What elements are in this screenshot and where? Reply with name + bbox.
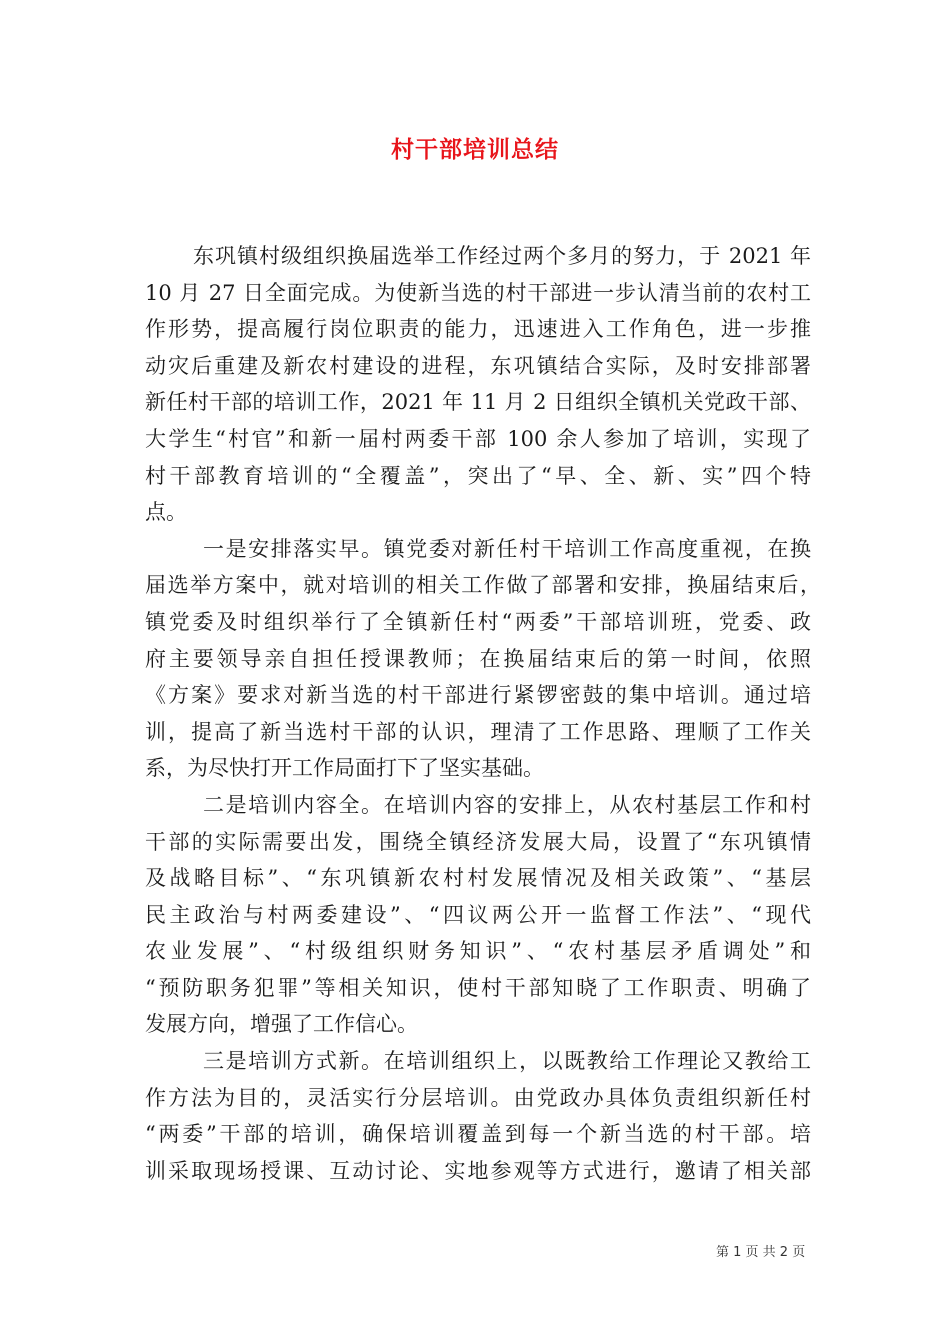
text-line: 系，为尽快打开工作局面打下了坚实基础。: [145, 756, 544, 781]
text-line: 农业发展”、“村级组织财务知识”、“农村基层矛盾调处”和: [145, 939, 811, 964]
text-line: 点。: [145, 500, 187, 525]
text-line: “两委”干部的培训，确保培训覆盖到每一个新当选的村干部。培: [145, 1122, 811, 1147]
text-line: 及战略目标”、“东巩镇新农村村发展情况及相关政策”、“基层: [145, 866, 811, 891]
paragraph-point-2: [145, 787, 811, 1043]
text-line: 东巩镇村级组织换届选举工作经过两个多月的努力，于 2021 年: [193, 244, 811, 268]
text-line: 干部的实际需要出发，围绕全镇经济发展大局，设置了“东巩镇情: [145, 829, 811, 854]
text-line: 大学生“村官”和新一届村两委干部 100 余人参加了培训，实现了: [145, 426, 811, 451]
text-line: 训采取现场授课、互动讨论、实地参观等方式进行，邀请了相关部: [145, 1158, 811, 1183]
text-line: 届选举方案中，就对培训的相关工作做了部署和安排，换届结束后，: [145, 573, 821, 598]
page-indicator: 第 1 页 共 2 页: [716, 1245, 806, 1260]
text-line: 三是培训方式新。在培训组织上，以既教给工作理论又教给工: [203, 1049, 811, 1074]
document-title: 村干部培训总结: [391, 137, 559, 163]
text-line: 村干部教育培训的“全覆盖”，突出了“早、全、新、实”四个特: [145, 463, 811, 488]
text-line: 镇党委及时组织举行了全镇新任村“两委”干部培训班，党委、政: [145, 609, 811, 634]
text-line: 10 月 27 日全面完成。为使新当选的村干部进一步认清当前的农村工: [145, 280, 811, 305]
text-line: 二是培训内容全。在培训内容的安排上，从农村基层工作和村: [203, 792, 811, 817]
text-line: 府主要领导亲自担任授课教师；在换届结束后的第一时间，依照: [145, 646, 811, 671]
paragraph-point-1: [145, 531, 821, 787]
text-line: 训，提高了新当选村干部的认识，理清了工作思路、理顺了工作关: [145, 719, 811, 744]
paragraph-point-3: [145, 1043, 811, 1189]
text-line: 《方案》要求对新当选的村干部进行紧锣密鼓的集中培训。通过培: [145, 683, 811, 708]
text-line: 作形势，提高履行岗位职责的能力，迅速进入工作角色，进一步推: [145, 317, 811, 342]
text-line: 一是安排落实早。镇党委对新任村干培训工作高度重视，在换: [203, 536, 811, 561]
text-line: “预防职务犯罪”等相关知识，使村干部知晓了工作职责、明确了: [145, 975, 811, 1000]
text-line: 动灾后重建及新农村建设的进程，东巩镇结合实际，及时安排部署: [145, 353, 811, 378]
paragraph-intro: [145, 238, 811, 531]
text-line: 新任村干部的培训工作，2021 年 11 月 2 日组织全镇机关党政干部、: [145, 390, 811, 415]
document-body: [145, 238, 821, 1189]
text-line: 民主政治与村两委建设”、“四议两公开一监督工作法”、“现代: [145, 902, 811, 927]
text-line: 作方法为目的，灵活实行分层培训。由党政办具体负责组织新任村: [145, 1085, 811, 1110]
text-line: 发展方向，增强了工作信心。: [145, 1012, 418, 1037]
